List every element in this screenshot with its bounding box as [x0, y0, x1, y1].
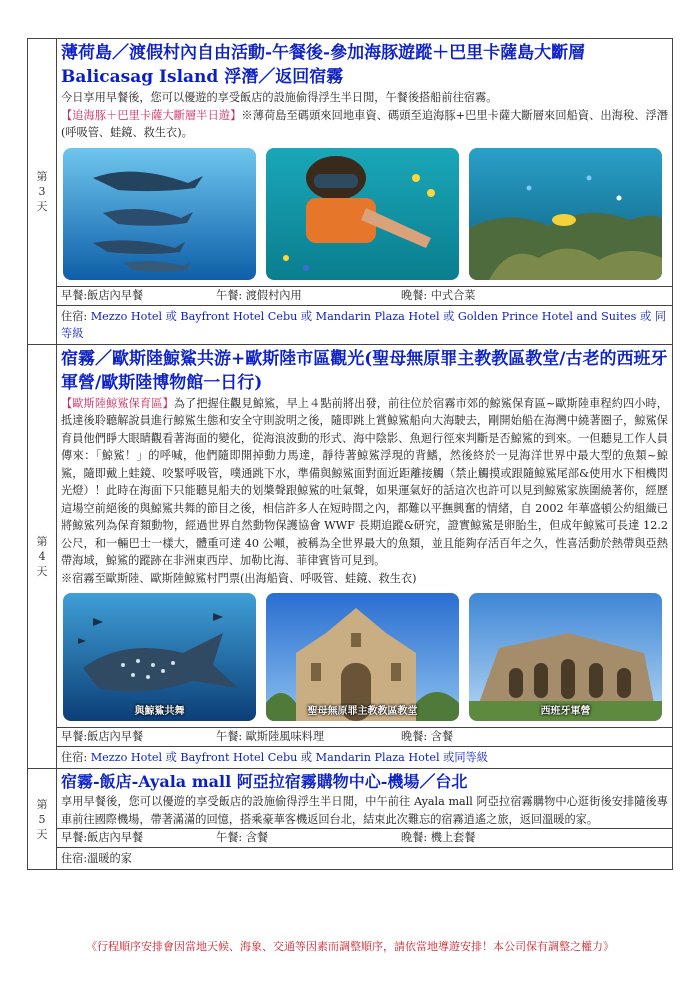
- day-4-note: ※宿霧至歐斯陸、歐斯陸鯨鯊村門票(出海船資、呼吸管、蛙鏡、救生衣): [61, 571, 417, 585]
- day-4-title: 宿霧／歐斯陸鯨鯊共游+歐斯陸市區觀光(聖母無原罪主教教區教堂/古老的西班牙軍營/歐斯陸博物館一日行): [61, 348, 668, 393]
- day-3-hotel: [57, 305, 672, 344]
- day-3-content: [57, 39, 673, 345]
- day-3-label: [28, 39, 57, 345]
- coral-reef-photo: [469, 148, 662, 280]
- day-5-hotel-value: 溫暖的家: [87, 852, 132, 865]
- whale-shark-caption: 與鯨鯊共舞: [134, 706, 185, 717]
- itinerary-page: [27, 38, 673, 870]
- day-4-tag: 【歐斯陸鯨鯊保育區】: [61, 396, 174, 410]
- day-3-lunch: 午餐: 渡假村內用: [216, 288, 302, 302]
- day-4-hotel-value: Mezzo Hotel 或 Bayfront Hotel Cebu 或 Mandarin Plaza Hotel 或同等級: [90, 751, 488, 764]
- day-4-body-text: 為了把握住觀見鯨鯊，早上４點前將出發，前往位於宿霧市郊的鯨鯊保育區~歐斯陸車程約四小時，抵達後聆聽解說員進行鯨鯊生態和安全守則說明之後，隨即跳上賞鯨鯊船向大海駛去，剛開始船在海灣中繞著圈子，鯨鯊保育員他們睜大眼睛觀看著海面的變化，從海浪波動的形式、海中陰影、魚迴行徑來判斷是否鯨鯊的到來。一但聽見工作人員傳來：「鯨鯊！」的呼喊，他們隨即開掉動力馬達，靜待著鯨鯊浮現的背鰭，然後終於一見海洋世界中最大型的魚類~鯨鯊，隨即戴上蛙鏡、咬緊呼吸管，噗通跳下水，準備與鯨鯊面對面近距離接觸（禁止觸摸或跟隨鯨鯊尾部&使用水下相機閃光燈）！此時在海面下只能聽見船夫的划槳聲跟鯨鯊的吐氣聲，如果運氣好的話這次也許可以見到鯨鯊家族圍繞著你，經歷這場空前絕後的與鯨鯊共舞的節目之後，相信許多人在短時間之內，都難以平撫興奮的情緒，自 2002 年華盛頓公約組織已將鯨鯊列為保育類動物，經過世界自然動物保護協會 WWF 長期追蹤&研究，證實鯨鯊是卵胎生，但成年鯨鯊可長達 12.2 公尺，和一輛巴士一樣大，體重可達 40 公噸，被稱為全世界最大的魚類，並且能夠存活百年之久，性喜活動於熱帶與亞熱帶海域，鯨鯊的蹤跡在非洲東西岸、加勒比海、菲律賓皆可見到。: [61, 396, 668, 567]
- day-4-breakfast: 早餐:飯店內早餐: [61, 730, 144, 743]
- day-5-row: [28, 769, 673, 870]
- dolphins-photo: [63, 148, 256, 280]
- day-5-breakfast: 早餐:飯店內早餐: [61, 831, 144, 844]
- spanish-barracks-photo: [469, 593, 662, 721]
- day-3-hotel-value: Mezzo Hotel 或 Bayfront Hotel Cebu 或 Mandarin Plaza Hotel 或 Golden Prince Hotel and Suites 或 同等級: [61, 309, 666, 340]
- day-3-row: [28, 39, 673, 345]
- day-5-suffix: 天: [36, 827, 48, 841]
- day-3-suffix: 天: [36, 199, 48, 213]
- snorkeling-photo: [266, 148, 459, 280]
- itinerary-table: [27, 38, 673, 870]
- day-5-meals: [57, 828, 672, 847]
- cathedral-photo: [266, 593, 459, 721]
- day-4-label: [28, 344, 57, 769]
- day-4-prefix: 第: [36, 534, 48, 548]
- day-3-breakfast: 早餐:飯店內早餐: [61, 288, 144, 302]
- day-4-hotel: [57, 746, 672, 768]
- day-5-hotel: [57, 847, 672, 869]
- day-4-row: [28, 344, 673, 769]
- day-3-activity: [57, 107, 672, 142]
- day-3-tag: 【追海豚＋巴里卡薩大斷層半日遊】: [61, 108, 242, 122]
- itinerary-disclaimer: 《行程順序安排會因當地天候、海象、交通等因素而調整順序，請依當地導遊安排！本公司保有調整之權力》: [86, 940, 614, 953]
- day-5-dinner: 晚餐: 機上套餐: [401, 831, 476, 844]
- day-5-number: 5: [38, 812, 46, 826]
- day-3-photos: [57, 142, 672, 286]
- day-5-body: 享用早餐後，您可以優遊的享受飯店的設施偷得浮生半日閒，中午前往 Ayala mall 阿亞拉宿霧購物中心逛街後安排隨後專車前往國際機場，帶著滿滿的回憶，搭乘豪華客機返回台北，結束此次難忘的宿霧逍遙之旅，返回溫暖的家。: [61, 795, 668, 826]
- day-3-intro: 今日享用早餐後，您可以優遊的享受飯店的設施偷得浮生半日閒，午餐後搭船前往宿霧。: [61, 91, 498, 104]
- day-3-prefix: 第: [36, 169, 48, 183]
- day-3-title: 薄荷島／渡假村內自由活動-午餐後-參加海豚遊蹤＋巴里卡薩島大斷層 Balicasag Island 浮潛／返回宿霧: [61, 43, 586, 87]
- day-4-suffix: 天: [36, 564, 48, 578]
- day-5-title: 宿霧-飯店-Ayala mall 阿亞拉宿霧購物中心-機場／台北: [61, 772, 468, 791]
- day-3-dinner: 晚餐: 中式合菜: [401, 288, 476, 302]
- barracks-caption: 西班牙軍營: [540, 706, 591, 717]
- day-5-lunch: 午餐: 含餐: [216, 831, 269, 844]
- day-4-hotel-label: 住宿:: [61, 751, 88, 764]
- day-3-hotel-label: 住宿:: [61, 309, 88, 323]
- day-4-meals: [57, 727, 672, 746]
- day-5-label: [28, 769, 57, 870]
- day-4-content: [57, 344, 673, 769]
- day-3-meals: [57, 286, 672, 305]
- day-3-tag-text: ※薄荷島至碼頭來回地車資、碼頭至追海豚+巴里卡薩大斷層來回船資、出海稅、浮潛(呼吸管、蛙鏡、救生衣)。: [61, 108, 668, 139]
- day-4-dinner: 晚餐: 含餐: [401, 730, 454, 743]
- cathedral-caption: 聖母無原罪主教教區教堂: [307, 706, 418, 717]
- day-5-hotel-label: 住宿:: [61, 852, 88, 865]
- whale-shark-photo: [63, 593, 256, 721]
- day-3-number: 3: [38, 184, 46, 198]
- day-5-prefix: 第: [36, 797, 48, 811]
- day-4-lunch: 午餐: 歐斯陸風味料理: [216, 730, 325, 743]
- day-4-photos: [57, 587, 672, 727]
- day-4-body: [57, 395, 672, 570]
- day-5-content: [57, 769, 673, 870]
- day-4-number: 4: [38, 549, 46, 563]
